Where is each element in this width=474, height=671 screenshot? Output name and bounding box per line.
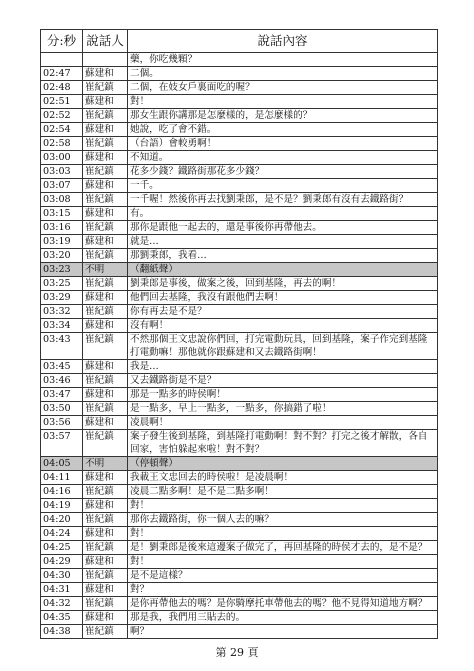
table-row: [41, 416, 438, 430]
table-row-annotation: [41, 457, 438, 471]
text-cell: 對！: [128, 527, 438, 541]
text-cell: 那是我，我們用三貼去的。: [128, 611, 438, 625]
speaker-cell: 蘇建和: [83, 95, 128, 109]
table-row: [41, 305, 438, 319]
speaker-cell: 崔紀鎮: [83, 597, 128, 611]
time-cell: 03:47: [41, 388, 83, 402]
time-cell: 04:30: [41, 569, 83, 583]
text-cell: 不知道。: [128, 151, 438, 165]
table-row: [41, 291, 438, 305]
table-row: [41, 193, 438, 207]
time-cell: 04:32: [41, 597, 83, 611]
speaker-cell: 蘇建和: [83, 583, 128, 597]
table-row: [41, 319, 438, 333]
speaker-cell: 蘇建和: [83, 319, 128, 333]
time-cell: 03:23: [41, 263, 83, 277]
table-row: [41, 513, 438, 527]
table-row: [41, 53, 438, 67]
text-cell: 是一點多，早上一點多，一點多，你搞錯了啦！: [128, 402, 438, 416]
speaker-cell: 蘇建和: [83, 416, 128, 430]
transcript-page: [40, 29, 437, 639]
time-cell: 03:43: [41, 333, 83, 360]
time-cell: 03:32: [41, 305, 83, 319]
table-row: [41, 541, 438, 555]
table-row: [41, 360, 438, 374]
time-cell: 03:19: [41, 235, 83, 249]
time-cell: 04:31: [41, 583, 83, 597]
header-speaker: 說話人: [83, 30, 128, 53]
table-row: [41, 485, 438, 499]
transcript-rows: [41, 53, 438, 639]
text-cell: 他們回去基隆，我沒有跟他們去啊！: [128, 291, 438, 305]
speaker-cell: 蘇建和: [83, 207, 128, 221]
table-row: [41, 569, 438, 583]
time-cell: 04:24: [41, 527, 83, 541]
speaker-cell: 蘇建和: [83, 235, 128, 249]
speaker-cell: 蘇建和: [83, 360, 128, 374]
time-cell: 03:29: [41, 291, 83, 305]
text-cell: 那劉秉郎，我看…: [128, 249, 438, 263]
speaker-cell: 崔紀鎮: [83, 305, 128, 319]
text-cell: 藥，你吃幾顆？: [128, 53, 438, 67]
time-cell: 04:38: [41, 625, 83, 639]
table-row: [41, 165, 438, 179]
text-cell: 案子發生後到基隆，到基隆打電動啊！對不對？打完之後才解散，各自回家，害怕躲起來啦！對不對？: [128, 430, 438, 457]
text-cell: 對！: [128, 555, 438, 569]
page-number: 第 29 頁: [215, 646, 259, 659]
text-cell: （停頓聲）: [128, 457, 438, 471]
time-cell: 03:08: [41, 193, 83, 207]
speaker-cell: 崔紀鎮: [83, 109, 128, 123]
speaker-cell: 崔紀鎮: [83, 137, 128, 151]
table-row: [41, 235, 438, 249]
speaker-cell: 不明: [83, 457, 128, 471]
text-cell: 我載王文忠回去的時侯啦！是凌晨啊！: [128, 471, 438, 485]
speaker-cell: 不明: [83, 263, 128, 277]
table-row: [41, 179, 438, 193]
table-row: [41, 471, 438, 485]
table-row: [41, 374, 438, 388]
table-row: [41, 67, 438, 81]
table-row: [41, 109, 438, 123]
speaker-cell: 蘇建和: [83, 123, 128, 137]
speaker-cell: 蘇建和: [83, 388, 128, 402]
time-cell: 04:11: [41, 471, 83, 485]
table-row: [41, 625, 438, 639]
text-cell: 二個，在妓女戶裏面吃的喔？: [128, 81, 438, 95]
table-row: [41, 388, 438, 402]
text-cell: 沒有啊！: [128, 319, 438, 333]
text-cell: 是！劉秉郎是後來這邊案子做完了，再回基隆的時侯才去的，是不是？: [128, 541, 438, 555]
text-cell: 對！: [128, 95, 438, 109]
text-cell: 凌晨二點多啊！是不是二點多啊！: [128, 485, 438, 499]
time-cell: 04:19: [41, 499, 83, 513]
speaker-cell: 崔紀鎮: [83, 402, 128, 416]
speaker-cell: 崔紀鎮: [83, 513, 128, 527]
text-cell: 那女生跟你講那是怎麼樣的，是怎麼樣的？: [128, 109, 438, 123]
time-cell: 03:16: [41, 221, 83, 235]
time-cell: 03:50: [41, 402, 83, 416]
table-row: [41, 402, 438, 416]
speaker-cell: 蘇建和: [83, 179, 128, 193]
time-cell: 02:48: [41, 81, 83, 95]
speaker-cell: 蘇建和: [83, 151, 128, 165]
transcript-table: [40, 29, 438, 639]
table-row: [41, 207, 438, 221]
table-row: [41, 221, 438, 235]
speaker-cell: 崔紀鎮: [83, 625, 128, 639]
time-cell: 04:29: [41, 555, 83, 569]
speaker-cell: 崔紀鎮: [83, 165, 128, 179]
speaker-cell: 崔紀鎮: [83, 193, 128, 207]
text-cell: 花多少錢？鐵路街那花多少錢？: [128, 165, 438, 179]
text-cell: 不然那個王文忠說你們回，打完電動玩具，回到基隆，案子作完到基隆打電動嘛！那他就你跟蘇建和又去鐵路街啊！: [128, 333, 438, 360]
text-cell: （台語）會較勇啊！: [128, 137, 438, 151]
speaker-cell: 崔紀鎮: [83, 485, 128, 499]
speaker-cell: 崔紀鎮: [83, 374, 128, 388]
text-cell: 那你是跟他一起去的，還是事後你再帶他去。: [128, 221, 438, 235]
time-cell: 02:47: [41, 67, 83, 81]
table-header-row: [41, 30, 438, 53]
time-cell: 03:25: [41, 277, 83, 291]
time-cell: 03:00: [41, 151, 83, 165]
time-cell: 03:34: [41, 319, 83, 333]
table-row: [41, 430, 438, 457]
text-cell: 你有再去是不是？: [128, 305, 438, 319]
time-cell: 04:25: [41, 541, 83, 555]
table-row-annotation: [41, 263, 438, 277]
text-cell: 對？: [128, 583, 438, 597]
time-cell: 03:07: [41, 179, 83, 193]
text-cell: 一千喔！然後你再去找劉秉郎，是不是？劉秉郎有沒有去鐵路街？: [128, 193, 438, 207]
time-cell: 04:35: [41, 611, 83, 625]
speaker-cell: 崔紀鎮: [83, 541, 128, 555]
time-cell: 03:03: [41, 165, 83, 179]
speaker-cell: 崔紀鎮: [83, 277, 128, 291]
speaker-cell: 蘇建和: [83, 499, 128, 513]
text-cell: 啊？: [128, 625, 438, 639]
table-row: [41, 151, 438, 165]
time-cell: 02:58: [41, 137, 83, 151]
time-cell: 02:51: [41, 95, 83, 109]
header-content: 說話內容: [128, 30, 438, 53]
table-row: [41, 123, 438, 137]
speaker-cell: 崔紀鎮: [83, 333, 128, 360]
table-row: [41, 333, 438, 360]
time-cell: 03:57: [41, 430, 83, 457]
table-row: [41, 277, 438, 291]
text-cell: 我是…: [128, 360, 438, 374]
time-cell: 02:52: [41, 109, 83, 123]
text-cell: 那你去鐵路街，你一個人去的嘛？: [128, 513, 438, 527]
text-cell: （翻紙聲）: [128, 263, 438, 277]
speaker-cell: 崔紀鎮: [83, 430, 128, 457]
speaker-cell: 蘇建和: [83, 67, 128, 81]
table-row: [41, 527, 438, 541]
time-cell: 03:15: [41, 207, 83, 221]
time-cell: 03:45: [41, 360, 83, 374]
text-cell: 又去鐵路街是不是？: [128, 374, 438, 388]
text-cell: 劉秉郎是事後，做案之後，回到基隆，再去的啊！: [128, 277, 438, 291]
text-cell: 那是一點多的時侯啊！: [128, 388, 438, 402]
speaker-cell: 蘇建和: [83, 471, 128, 485]
table-row: [41, 611, 438, 625]
speaker-cell: 崔紀鎮: [83, 221, 128, 235]
speaker-cell: 蘇建和: [83, 611, 128, 625]
time-cell: 03:46: [41, 374, 83, 388]
text-cell: 是你再帶他去的嗎？是你騎摩托車帶他去的嗎？他不見得知道地方啊？: [128, 597, 438, 611]
time-cell: 04:16: [41, 485, 83, 499]
time-cell: 03:56: [41, 416, 83, 430]
time-cell: 04:20: [41, 513, 83, 527]
time-cell: [41, 53, 83, 67]
table-row: [41, 583, 438, 597]
table-row: [41, 249, 438, 263]
text-cell: 凌晨啊！: [128, 416, 438, 430]
text-cell: 二個。: [128, 67, 438, 81]
table-row: [41, 137, 438, 151]
time-cell: 04:05: [41, 457, 83, 471]
text-cell: 就是…: [128, 235, 438, 249]
text-cell: 她說，吃了會不錯。: [128, 123, 438, 137]
text-cell: 一千。: [128, 179, 438, 193]
table-row: [41, 597, 438, 611]
speaker-cell: 崔紀鎮: [83, 249, 128, 263]
speaker-cell: [83, 53, 128, 67]
table-row: [41, 555, 438, 569]
speaker-cell: 崔紀鎮: [83, 569, 128, 583]
table-row: [41, 499, 438, 513]
speaker-cell: 崔紀鎮: [83, 81, 128, 95]
time-cell: 02:54: [41, 123, 83, 137]
text-cell: 對！: [128, 499, 438, 513]
speaker-cell: 蘇建和: [83, 527, 128, 541]
text-cell: 是不是這樣？: [128, 569, 438, 583]
table-row: [41, 81, 438, 95]
speaker-cell: 蘇建和: [83, 291, 128, 305]
time-cell: 03:20: [41, 249, 83, 263]
speaker-cell: 蘇建和: [83, 555, 128, 569]
header-time: 分:秒: [41, 30, 83, 53]
table-row: [41, 95, 438, 109]
text-cell: 有。: [128, 207, 438, 221]
